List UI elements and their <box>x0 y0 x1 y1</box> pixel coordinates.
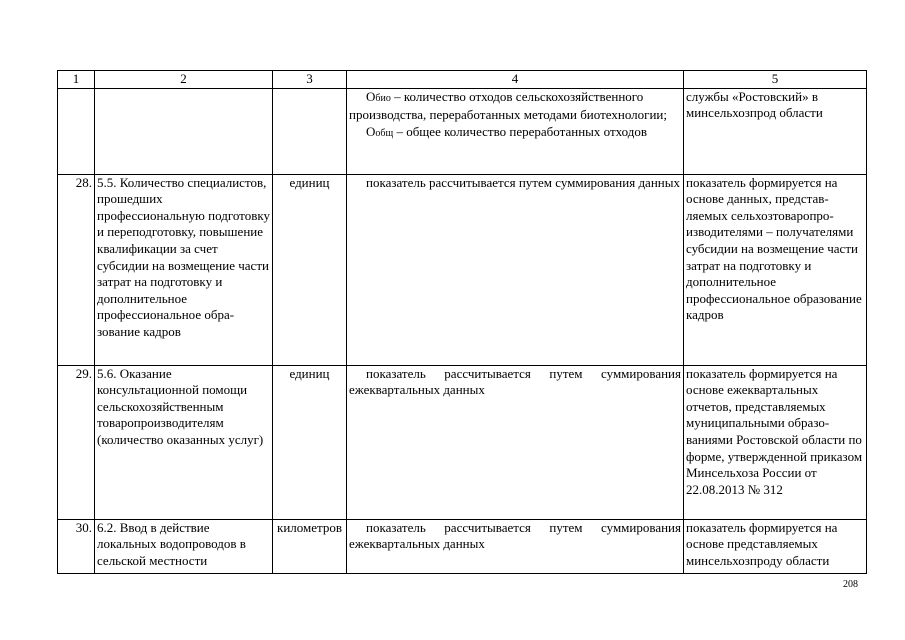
method-cell <box>347 174 684 365</box>
column-number-2: 2 <box>95 71 273 89</box>
table-row <box>58 365 867 519</box>
column-number-4: 4 <box>347 71 684 89</box>
continued-row <box>58 88 867 174</box>
page-number: 208 <box>843 579 858 590</box>
column-number-5: 5 <box>684 71 867 89</box>
unit-cell <box>273 88 347 174</box>
indicator-name-cell: 5.6. Оказание консультационной помощи сельскохозяйственным товаропроизводителям (количество оказанных услуг) <box>95 365 273 519</box>
source-cell: службы «Ростовский» в минсельхозпрод области <box>684 88 867 174</box>
method-cell <box>347 88 684 174</box>
column-number-1: 1 <box>58 71 95 89</box>
source-cell: показатель формируется на основе данных, представляемых сельхозтоваропроизводителями – получателями субсидии на возмещение части затрат на подготовку и дополнительное профессиональное образование кадров <box>684 174 867 365</box>
column-number-row <box>58 71 867 89</box>
method-text: показатель рассчитывается путем суммирования данных <box>366 174 680 190</box>
formula-term-bio: Обио – количество отходов сельскохозяйственного производства, переработанных методами биотехнологии; <box>349 88 668 123</box>
row-number-cell: 29. <box>58 365 95 519</box>
method-text: показатель рассчитывается путем суммирования ежеквартальных данных <box>349 519 681 552</box>
unit-cell: единиц <box>273 174 347 365</box>
row-number-cell: 30. <box>58 519 95 573</box>
indicators-table <box>57 70 867 574</box>
column-number-3: 3 <box>273 71 347 89</box>
method-cell <box>347 365 684 519</box>
source-cell: показатель формируется на основе представляемых минсельхозпроду области <box>684 519 867 573</box>
method-cell <box>347 519 684 573</box>
unit-cell: километров <box>273 519 347 573</box>
source-cell: показатель формируется на основе ежеквартальных отчетов, представляемых муниципальными образованиями Ростовской области по форме, утвержденной приказом Минсельхоза России от 22.08.2013 № 312 <box>684 365 867 519</box>
table-row <box>58 174 867 365</box>
indicator-name-cell <box>95 88 273 174</box>
indicator-name-cell: 6.2. Ввод в действие локальных водопроводов в сельской местности <box>95 519 273 573</box>
row-number-cell: 28. <box>58 174 95 365</box>
row-number-cell <box>58 88 95 174</box>
table-row <box>58 519 867 573</box>
method-text: показатель рассчитывается путем суммирования ежеквартальных данных <box>349 365 681 398</box>
unit-cell: единиц <box>273 365 347 519</box>
indicator-name-cell: 5.5. Количество специалистов, прошедших профессиональную подготовку и переподготовку, повышение квалификации за счет субсидии на возмещение части затрат на подготовку и дополнительное профессиональное образование кадров <box>95 174 273 365</box>
formula-term-total: Ообщ – общее количество переработанных отходов <box>366 123 648 139</box>
